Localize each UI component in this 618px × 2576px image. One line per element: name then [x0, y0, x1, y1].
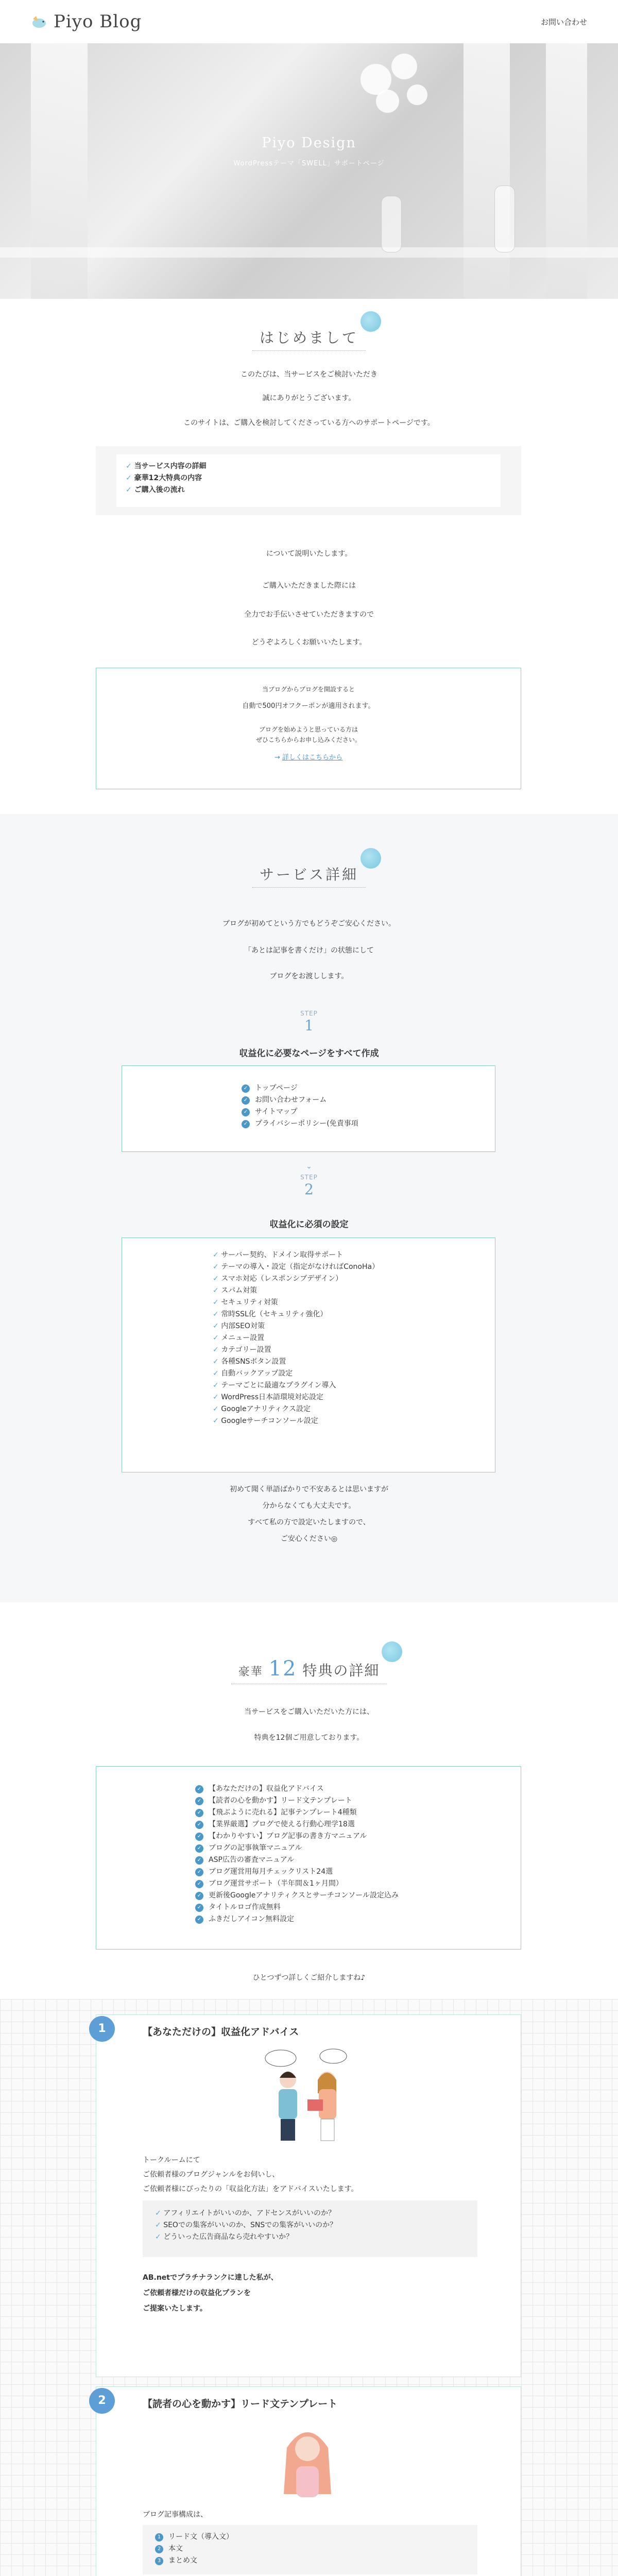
intro-checklist-box — [96, 446, 521, 515]
check-icon: ✓ — [242, 1120, 250, 1128]
step-label: STEP — [300, 1174, 318, 1181]
chevron-down-icon: ⌄ — [306, 1162, 312, 1171]
card-checkbox — [143, 2200, 477, 2257]
card-bold: ご依頼者様だけの収益化プランを — [143, 2289, 251, 2297]
check-line: ✓ SEOでの集客がいいのか、SNSでの集客がいいのか？ — [155, 2219, 465, 2231]
hero-image — [0, 43, 618, 299]
woman-illustration — [271, 2417, 344, 2499]
site-header — [0, 0, 618, 43]
bonus-item — [195, 1807, 399, 1819]
check-icon: ✓ — [242, 1108, 250, 1116]
checklist-item: ✓ メニュー設置 — [213, 1332, 379, 1344]
check-icon: ✓ — [242, 1084, 250, 1093]
bonus-line: 当サービスをご購入いただいた方には、 — [244, 1708, 374, 1716]
bonus-item — [195, 1819, 399, 1831]
check-icon: ✓ — [195, 1904, 203, 1912]
bonus-item — [195, 1878, 399, 1890]
card-list-box — [143, 2525, 477, 2574]
hero-subtitle: WordPressテーマ「SWELL」サポートページ — [233, 160, 385, 167]
intro-line: 全力でお手伝いさせていただきますので — [244, 611, 374, 619]
checklist-item: ✓ サーバー契約、ドメイン取得サポート — [213, 1249, 379, 1261]
coupon-box — [96, 668, 521, 789]
bonus-closing: ひとつずつ詳しくご紹介しますね♪ — [252, 1974, 366, 1982]
service-closing: すべて私の方で設定いたしますので、 — [248, 1518, 370, 1527]
check-icon: ✓ — [195, 1868, 203, 1876]
card-title: 【読者の心を動かす】リード文テンプレート — [143, 2398, 338, 2410]
checklist-item: ✓ テーマの導入・設定（指定がなければConoHa） — [213, 1261, 379, 1273]
step-1-badge — [0, 1010, 618, 1034]
bonus-card-2 — [96, 2386, 521, 2576]
intro-line: どうぞよろしくお願いいたします。 — [251, 638, 367, 647]
checklist-item: ✓ スマホ対応（レスポンシブデザイン） — [213, 1273, 379, 1285]
card-title: 【あなただけの】収益化アドバイス — [143, 2026, 299, 2038]
step-2-list — [213, 1249, 379, 1427]
checklist-item: ✓ Googleサーチコンソール設定 — [213, 1415, 379, 1427]
bonus-item — [195, 1783, 399, 1795]
checklist-item: ✓ カテゴリー設置 — [213, 1344, 379, 1356]
list-item: ✓ お問い合わせフォーム — [242, 1094, 358, 1106]
intro-line: ご購入いただきました際には — [262, 582, 356, 590]
advice-illustration — [256, 2046, 359, 2144]
check-icon: ✓ — [195, 1809, 203, 1817]
step-2-badge — [0, 1174, 618, 1198]
bonus-item — [195, 1831, 399, 1842]
check-icon: ✓ — [195, 1844, 203, 1853]
site-logo[interactable] — [31, 11, 142, 32]
bonus-list-box — [96, 1766, 521, 1950]
bubble-icon — [382, 1641, 402, 1662]
bonus-item-label: ふきだしアイコン無料設定 — [209, 1915, 295, 1923]
bonus-item — [195, 1913, 399, 1925]
service-line: ブログをお渡しします。 — [269, 972, 349, 980]
intro-line: このたびは、当サービスをご検討いただき — [241, 370, 377, 379]
bonus-item-label: ブログ運営用毎月チェックリスト24選 — [209, 1868, 333, 1876]
step-number: 2 — [304, 1181, 314, 1198]
checklist-item: ✓ テーマごとに最適なプラグイン導入 — [213, 1380, 379, 1392]
service-line: ブログが初めてという方でもどうぞご安心ください。 — [222, 920, 396, 928]
bonus-item-label: 【読者の心を動かす】リード文テンプレート — [209, 1797, 352, 1805]
step-1-title: 収益化に必要なページをすべて作成 — [239, 1048, 379, 1059]
service-closing: ご安心ください◎ — [280, 1535, 338, 1543]
bonus-item-label: タイトルロゴ作成無料 — [209, 1903, 281, 1911]
bonus-item — [195, 1866, 399, 1878]
bonus-item-label: ブログ運営サポート（半年間＆1ヶ月間） — [209, 1879, 343, 1888]
bonus-list — [195, 1783, 399, 1925]
coupon-line: ぜひこちらからお申し込みください。 — [255, 736, 361, 743]
check-icon: ✓ — [195, 1833, 203, 1841]
intro-line: このサイトは、ご購入を検討してくださっている方へのサポートページです。 — [183, 419, 435, 427]
service-title-wrap — [0, 860, 618, 888]
check-icon: ✓ — [195, 1916, 203, 1924]
checklist-item: ✓ 内部SEO対策 — [213, 1320, 379, 1332]
service-line: 「あとは記事を書くだけ」の状態にして — [244, 946, 374, 955]
bonus-item — [195, 1795, 399, 1807]
bonus-line: 特典を12個ご用意しております。 — [254, 1734, 364, 1742]
list-item: ✓ プライバシーポリシー(免責事項 — [242, 1118, 358, 1130]
bonus-item — [195, 1902, 399, 1913]
check-icon: ✓ — [195, 1856, 203, 1865]
bonus-title: 豪華 12 特典の詳細 — [231, 1654, 387, 1684]
coupon-link[interactable]: 詳しくはこちらから — [282, 754, 343, 761]
coupon-line: ブログを始めようと思っている方は — [259, 726, 358, 733]
bonus-card-1 — [96, 2014, 521, 2377]
checklist-item: ✓ WordPress日本語環境対応設定 — [213, 1392, 379, 1403]
check-icon: ✓ — [242, 1096, 250, 1105]
step-2-box — [122, 1238, 495, 1472]
check-icon: ✓ — [195, 1821, 203, 1829]
checklist-item: ✓ 各種SNSボタン設置 — [213, 1356, 379, 1368]
step-number: 1 — [304, 1017, 314, 1034]
check-icon: ✓ — [195, 1892, 203, 1900]
step-label: STEP — [300, 1010, 318, 1017]
list-item: ✓ サイトマップ — [242, 1106, 358, 1118]
service-closing: 初めて聞く単語ばかりで不安あるとは思いますが — [230, 1485, 388, 1494]
card-number: 2 — [89, 2388, 115, 2414]
coupon-line: 自動で500円オフクーポンが適用されます。 — [242, 702, 375, 710]
intro-line: 誠にありがとうございます。 — [262, 394, 356, 402]
bonus-item-label: 【飛ぶように売れる】記事テンプレート4種類 — [209, 1808, 357, 1817]
bonus-item-label: ASP広告の審査マニュアル — [209, 1856, 295, 1864]
check-line: ✓ アフィリエイトがいいのか、アドセンスがいいのか？ — [155, 2208, 465, 2219]
site-title: Piyo Blog — [54, 11, 142, 32]
bonus-title-wrap — [0, 1654, 618, 1684]
card-text: トークルームにて — [143, 2156, 200, 2164]
card-bold: AB.netでプラチナランクに達した私が、 — [143, 2274, 278, 2282]
checklist-item: ✓ 当サービス内容の詳細 — [126, 461, 491, 472]
card-text: ご依頼者様にぴったりの「収益化方法」をアドバイスいたします。 — [143, 2185, 358, 2193]
service-title: サービス詳細 — [252, 860, 366, 888]
check-icon: ✓ — [195, 1797, 203, 1805]
bonus-item-label: ブログの記事執筆マニュアル — [209, 1844, 302, 1852]
list-item: 2 本文 — [155, 2543, 465, 2555]
checklist-item: ✓ ご購入後の流れ — [126, 484, 491, 496]
step-2-title: 収益化に必須の設定 — [269, 1219, 349, 1230]
coupon-line: 当ブログからブログを開設すると — [262, 686, 355, 693]
bubble-icon — [360, 848, 381, 869]
card-number: 1 — [89, 2016, 115, 2042]
bonus-item-label: 【わかりやすい】ブログ記事の書き方マニュアル — [209, 1832, 367, 1840]
check-line: ✓ どういった広告商品なら売れやすいか？ — [155, 2231, 465, 2243]
checklist-item: ✓ 自動バックアップ設定 — [213, 1368, 379, 1380]
checklist-item: ✓ 常時SSL化（セキュリティ強化） — [213, 1309, 379, 1320]
checklist-item: ✓ セキュリティ対策 — [213, 1297, 379, 1309]
contact-link[interactable]: お問い合わせ — [540, 17, 587, 27]
arrow-right-icon: → — [274, 754, 282, 761]
bonus-item-label: 【業界厳選】ブログで使える行動心理学18選 — [209, 1820, 355, 1828]
check-icon: ✓ — [195, 1880, 203, 1888]
checklist-item: ✓ 豪華12大特典の内容 — [126, 472, 491, 484]
list-item: 1 リード文（導入文） — [155, 2531, 465, 2543]
intro-line: について説明いたします。 — [266, 550, 352, 558]
check-icon: ✓ — [195, 1785, 203, 1793]
step-1-box — [122, 1065, 495, 1152]
card-bold: ご提案いたします。 — [143, 2304, 207, 2313]
card-text: ご依頼者様のブログジャンルをお伺いし、 — [143, 2171, 280, 2179]
intro-title-wrap — [0, 324, 618, 351]
bonus-item — [195, 1842, 399, 1854]
bonus-item — [195, 1890, 399, 1902]
bonus-item-label: 【あなただけの】収益化アドバイス — [209, 1785, 324, 1793]
hero-title: Piyo Design — [262, 135, 356, 151]
checklist-item: ✓ スパム対策 — [213, 1285, 379, 1297]
list-item: 3 まとめ文 — [155, 2555, 465, 2567]
intro-title: はじめまして — [252, 324, 366, 351]
list-item: ✓ トップページ — [242, 1082, 358, 1094]
bonus-item — [195, 1854, 399, 1866]
service-closing: 分からなくても大丈夫です。 — [262, 1502, 356, 1510]
bonus-item-label: 更新後Googleアナリティクスとサーチコンソール設定込み — [209, 1891, 399, 1900]
bubble-icon — [360, 311, 381, 332]
checklist-item: ✓ Googleアナリティクス設定 — [213, 1403, 379, 1415]
bird-logo-icon — [31, 14, 48, 29]
card-text: ブログ記事構成は、 — [143, 2511, 208, 2519]
